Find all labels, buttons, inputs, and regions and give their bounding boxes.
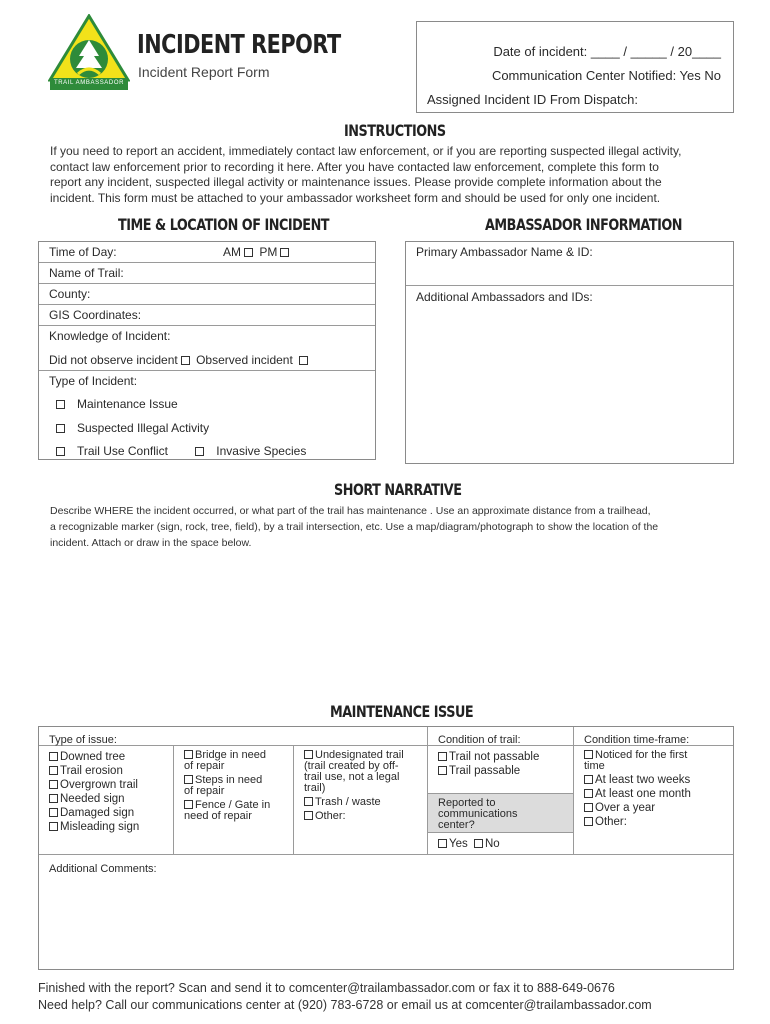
additional-comments-label: Additional Comments: [49, 863, 157, 875]
fence-label-a: Fence / Gate in [195, 799, 271, 811]
needed-sign-checkbox[interactable] [49, 794, 58, 803]
did-not-observe-label: Did not observe incident [49, 353, 178, 367]
assigned-incident-id[interactable]: Assigned Incident ID From Dispatch: [427, 92, 638, 107]
trail-conflict-checkbox[interactable] [56, 447, 65, 456]
knowledge-label: Knowledge of Incident: [49, 329, 171, 343]
illegal-activity-label: Suspected Illegal Activity [77, 421, 210, 435]
reported-yes-checkbox[interactable] [438, 839, 447, 848]
overgrown-trail-label: Overgrown trail [60, 779, 138, 791]
additional-ambassadors-label: Additional Ambassadors and IDs: [416, 290, 593, 304]
footer [38, 980, 652, 1014]
maintenance-checkbox[interactable] [56, 400, 65, 409]
ambassador-box [405, 241, 734, 464]
downed-tree-label: Downed tree [60, 751, 126, 763]
observed-label: Observed incident [196, 353, 293, 367]
misleading-sign-label: Misleading sign [60, 821, 140, 833]
reported-label-c: center? [438, 819, 475, 831]
trail-not-passable-checkbox[interactable] [438, 752, 447, 761]
narrative-drawing-area[interactable] [38, 555, 734, 695]
trail-condition-column [427, 727, 573, 854]
reported-to-center-block [428, 793, 573, 833]
trash-checkbox[interactable] [304, 797, 313, 806]
undesignated-trail-checkbox[interactable] [304, 750, 313, 759]
reported-no-checkbox[interactable] [474, 839, 483, 848]
incident-type-row [39, 371, 375, 461]
am-checkbox[interactable] [244, 248, 253, 257]
downed-tree-checkbox[interactable] [49, 752, 58, 761]
trail-not-passable-label: Trail not passable [449, 751, 540, 763]
narrative-line: incident. Attach or draw in the space below. [50, 537, 252, 549]
observed-checkbox[interactable] [299, 356, 308, 365]
county-row[interactable] [39, 284, 375, 305]
reported-no-label: No [484, 838, 500, 850]
instructions-heading: INSTRUCTIONS [344, 121, 446, 140]
damaged-sign-checkbox[interactable] [49, 808, 58, 817]
instructions-line: report any incident, suspected illegal activity or maintenance issues. Please provide complete information about the [50, 175, 662, 190]
reported-yes-label: Yes [449, 838, 468, 850]
date-of-incident[interactable]: Date of incident: ____ / _____ / 20____ [493, 44, 721, 59]
invasive-species-label: Invasive Species [216, 444, 307, 458]
pm-checkbox[interactable] [280, 248, 289, 257]
trail-passable-label: Trail passable [449, 765, 521, 777]
damaged-sign-label: Damaged sign [60, 807, 135, 819]
one-month-checkbox[interactable] [584, 789, 593, 798]
instructions-line: If you need to report an accident, immediately contact law enforcement, or if you are reporting suspected illegal activity, [50, 144, 682, 158]
footer-line-2: Need help? Call our communications center at (920) 783-6728 or email us at comcenter@trailambassador.com [38, 998, 652, 1012]
over-year-checkbox[interactable] [584, 803, 593, 812]
undesignated-label-c: trail use, not a legal [304, 771, 400, 783]
incident-meta-box [416, 21, 734, 113]
trash-label: Trash / waste [315, 796, 381, 808]
one-month-label: At least one month [595, 788, 691, 800]
narrative-line: Describe WHERE the incident occurred, or what part of the trail has maintenance . Use an approximate distance from a trailhead, [50, 505, 651, 517]
undesignated-label-d: trail) [304, 782, 326, 794]
pm-label: PM [259, 245, 278, 259]
overgrown-trail-checkbox[interactable] [49, 780, 58, 789]
instructions-text [50, 144, 681, 206]
trail-passable-checkbox[interactable] [438, 766, 447, 775]
undesignated-label-a: Undesignated trail [315, 749, 404, 761]
incident-type-label: Type of Incident: [49, 374, 138, 388]
instructions-line: contact law enforcement prior to recording it here. After you have contacted law enforcement, complete this form to [50, 159, 659, 174]
timeframe-other-label: Other: [595, 816, 627, 828]
misleading-sign-checkbox[interactable] [49, 822, 58, 831]
gis-row[interactable] [39, 305, 375, 326]
over-year-label: Over a year [595, 802, 656, 814]
time-location-heading: TIME & LOCATION OF INCIDENT [118, 215, 330, 234]
maintenance-heading: MAINTENANCE ISSUE [330, 702, 474, 721]
first-time-label-a: Noticed for the first [595, 749, 688, 761]
did-not-observe-checkbox[interactable] [181, 356, 190, 365]
issue-column-2 [173, 746, 293, 854]
page-title: INCIDENT REPORT [137, 30, 341, 60]
page-subtitle: Incident Report Form [138, 64, 270, 80]
type-of-issue-header [39, 727, 427, 746]
logo-text: TRAIL AMBASSADOR [53, 80, 125, 86]
county-label: County: [49, 287, 91, 301]
bridge-label-b: of repair [184, 760, 225, 772]
two-weeks-label: At least two weeks [595, 774, 691, 786]
narrative-heading: SHORT NARRATIVE [334, 480, 462, 499]
footer-line-1: Finished with the report? Scan and send it to comcenter@trailambassador.com or fax it to 888-649-0676 [38, 981, 615, 995]
primary-ambassador-label: Primary Ambassador Name & ID: [416, 245, 593, 259]
first-time-label-b: time [584, 760, 605, 772]
maintenance-box [38, 726, 734, 970]
time-location-box [38, 241, 376, 460]
knowledge-row [39, 326, 375, 371]
instructions-line: incident. This form must be attached to your ambassador worksheet form and should be used for only one incident. [50, 190, 661, 205]
time-of-day-row[interactable] [39, 242, 375, 263]
issue-other-checkbox[interactable] [304, 811, 313, 820]
two-weeks-checkbox[interactable] [584, 775, 593, 784]
needed-sign-label: Needed sign [60, 793, 125, 805]
trail-name-label: Name of Trail: [49, 266, 124, 280]
first-time-checkbox[interactable] [584, 750, 593, 759]
issue-column-1 [39, 746, 173, 854]
maintenance-label: Maintenance Issue [77, 397, 178, 411]
trail-conflict-label: Trail Use Conflict [77, 444, 168, 458]
reported-label-b: communications [438, 808, 518, 820]
primary-ambassador-row[interactable] [406, 242, 733, 286]
am-label: AM [223, 245, 241, 259]
steps-label-b: of repair [184, 785, 225, 797]
trail-erosion-label: Trail erosion [60, 765, 123, 777]
steps-checkbox[interactable] [184, 775, 193, 784]
timeframe-other-checkbox[interactable] [584, 817, 593, 826]
invasive-species-checkbox[interactable] [195, 447, 204, 456]
issue-other-label: Other: [315, 810, 346, 822]
additional-comments-area[interactable] [39, 855, 733, 969]
undesignated-label-b: (trail created by off- [304, 760, 399, 772]
gis-label: GIS Coordinates: [49, 308, 142, 322]
illegal-activity-checkbox[interactable] [56, 424, 65, 433]
logo [48, 14, 130, 92]
timeframe-column [573, 727, 733, 854]
condition-of-trail-label: Condition of trail: [438, 734, 521, 746]
ambassador-heading: AMBASSADOR INFORMATION [485, 215, 683, 234]
time-of-day-label: Time of Day: [49, 245, 117, 259]
bridge-label-a: Bridge in need [195, 749, 266, 761]
narrative-line: a recognizable marker (sign, rock, tree, field), by a trail intersection, etc. Use a map/diagram/photograph to show the location of the [50, 521, 659, 533]
maintenance-top-section [39, 727, 733, 855]
bridge-checkbox[interactable] [184, 750, 193, 759]
fence-label-b: need of repair [184, 810, 252, 822]
additional-ambassadors-row[interactable] [406, 286, 733, 465]
type-of-issue-label: Type of issue: [49, 734, 117, 746]
issue-column-3 [293, 746, 427, 854]
fence-checkbox[interactable] [184, 800, 193, 809]
narrative-text [50, 503, 658, 551]
reported-label-a: Reported to [438, 797, 496, 809]
condition-timeframe-label: Condition time-frame: [584, 734, 690, 746]
comm-center-notified[interactable]: Communication Center Notified: Yes No [491, 68, 721, 83]
trail-erosion-checkbox[interactable] [49, 766, 58, 775]
steps-label-a: Steps in need [195, 774, 263, 786]
trail-name-row[interactable] [39, 263, 375, 284]
